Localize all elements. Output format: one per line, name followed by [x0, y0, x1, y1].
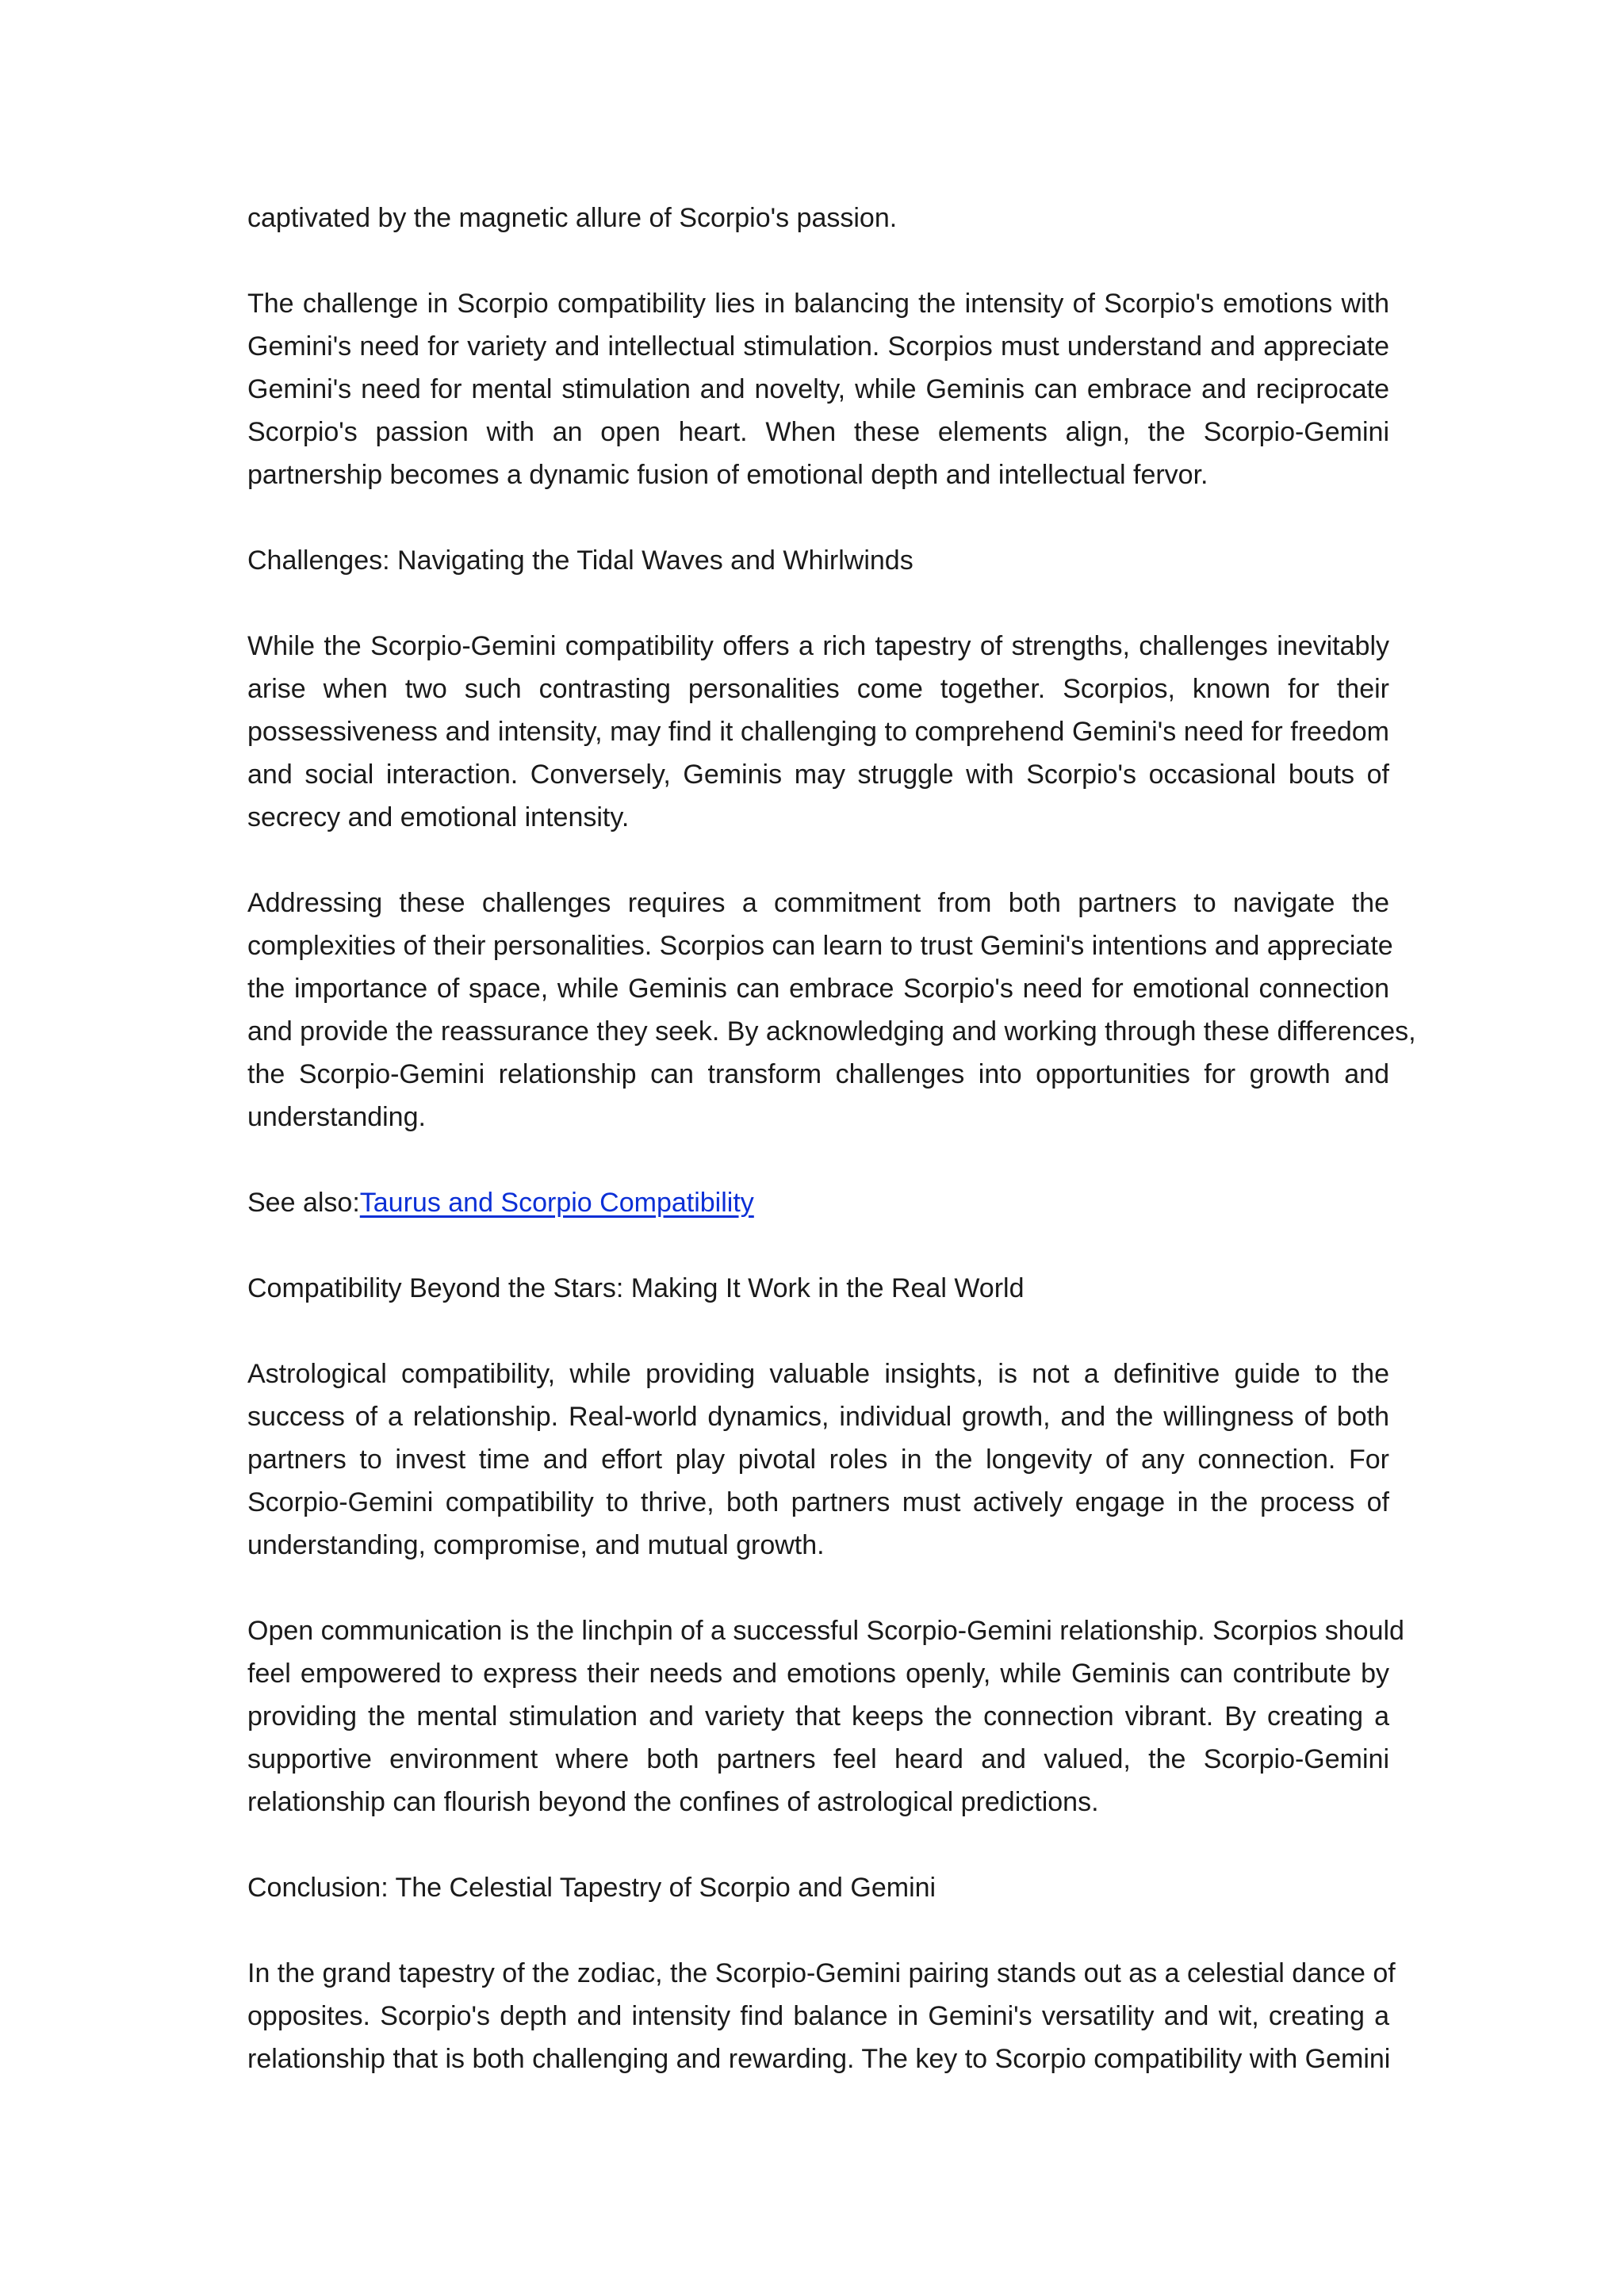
text-line: partnership becomes a dynamic fusion of emotional depth and intellectual fervor.: [247, 460, 1208, 490]
text-line: the importance of space, while Geminis can embrace Scorpio's need for emotional connection: [247, 974, 1389, 1004]
text-line: feel empowered to express their needs and emotions openly, while Geminis can contribute by: [247, 1659, 1389, 1689]
text-line: the Scorpio-Gemini relationship can transform challenges into opportunities for growth and: [247, 1059, 1389, 1089]
text-line: relationship can flourish beyond the confines of astrological predictions.: [247, 1787, 1099, 1817]
text-line: relationship that is both challenging and rewarding. The key to Scorpio compatibility with Gemini: [247, 2044, 1391, 2074]
text-line: Open communication is the linchpin of a successful Scorpio-Gemini relationship. Scorpios should: [247, 1616, 1404, 1646]
text-line: Scorpio's passion with an open heart. When these elements align, the Scorpio-Gemini: [247, 417, 1389, 447]
text-line: complexities of their personalities. Scorpios can learn to trust Gemini's intentions and appreciate: [247, 931, 1393, 961]
text-line: Addressing these challenges requires a commitment from both partners to navigate the: [247, 888, 1389, 918]
text-line: possessiveness and intensity, may find it challenging to comprehend Gemini's need for freedom: [247, 717, 1389, 747]
section-heading-conclusion: Conclusion: The Celestial Tapestry of Scorpio and Gemini: [247, 1873, 936, 1903]
text-line: arise when two such contrasting personalities come together. Scorpios, known for their: [247, 674, 1389, 704]
text-line: secrecy and emotional intensity.: [247, 802, 630, 832]
text-line: understanding, compromise, and mutual growth.: [247, 1530, 825, 1560]
document-page: [247, 197, 1416, 2080]
section-heading-beyond-stars: Compatibility Beyond the Stars: Making It Work in the Real World: [247, 1273, 1025, 1303]
text-line: Astrological compatibility, while providing valuable insights, is not a definitive guide to the: [247, 1359, 1389, 1389]
text-line: Scorpio-Gemini compatibility to thrive, both partners must actively engage in the process of: [247, 1487, 1389, 1517]
paragraph-open-communication: [247, 1609, 1404, 1823]
text-line: success of a relationship. Real-world dynamics, individual growth, and the willingness of both: [247, 1402, 1389, 1432]
see-also-prefix: See also:: [247, 1188, 360, 1218]
text-line: understanding.: [247, 1102, 426, 1132]
paragraph-challenge-balance: [247, 282, 1389, 496]
text-line: and provide the reassurance they seek. By acknowledging and working through these differences,: [247, 1016, 1416, 1047]
text-line: partners to invest time and effort play pivotal roles in the longevity of any connection. For: [247, 1445, 1389, 1475]
paragraph-astrological-compatibility: [247, 1353, 1389, 1567]
section-heading-challenges: Challenges: Navigating the Tidal Waves and Whirlwinds: [247, 545, 914, 576]
see-also-link[interactable]: Taurus and Scorpio Compatibility: [359, 1188, 754, 1218]
text-line: Gemini's need for variety and intellectual stimulation. Scorpios must understand and appreciate: [247, 331, 1389, 362]
text-line: In the grand tapestry of the zodiac, the Scorpio-Gemini pairing stands out as a celestial dance of: [247, 1958, 1396, 1988]
text-line: supportive environment where both partners feel heard and valued, the Scorpio-Gemini: [247, 1744, 1389, 1774]
text-line: opposites. Scorpio's depth and intensity find balance in Gemini's versatility and wit, creating a: [247, 2001, 1389, 2031]
paragraph-challenges: [247, 625, 1389, 839]
text-line: While the Scorpio-Gemini compatibility offers a rich tapestry of strengths, challenges inevitably: [247, 631, 1389, 661]
paragraph-conclusion: [247, 1952, 1396, 2080]
see-also: [247, 1181, 1389, 1224]
text-line: Gemini's need for mental stimulation and novelty, while Geminis can embrace and reciprocate: [247, 374, 1389, 404]
paragraph-intro-tail: [247, 197, 1389, 239]
paragraph-addressing-challenges: [247, 882, 1416, 1138]
text-line: captivated by the magnetic allure of Scorpio's passion.: [247, 203, 898, 233]
text-line: providing the mental stimulation and variety that keeps the connection vibrant. By creating a: [247, 1701, 1389, 1732]
text-line: and social interaction. Conversely, Geminis may struggle with Scorpio's occasional bouts of: [247, 760, 1389, 790]
text-line: The challenge in Scorpio compatibility lies in balancing the intensity of Scorpio's emotions with: [247, 289, 1389, 319]
